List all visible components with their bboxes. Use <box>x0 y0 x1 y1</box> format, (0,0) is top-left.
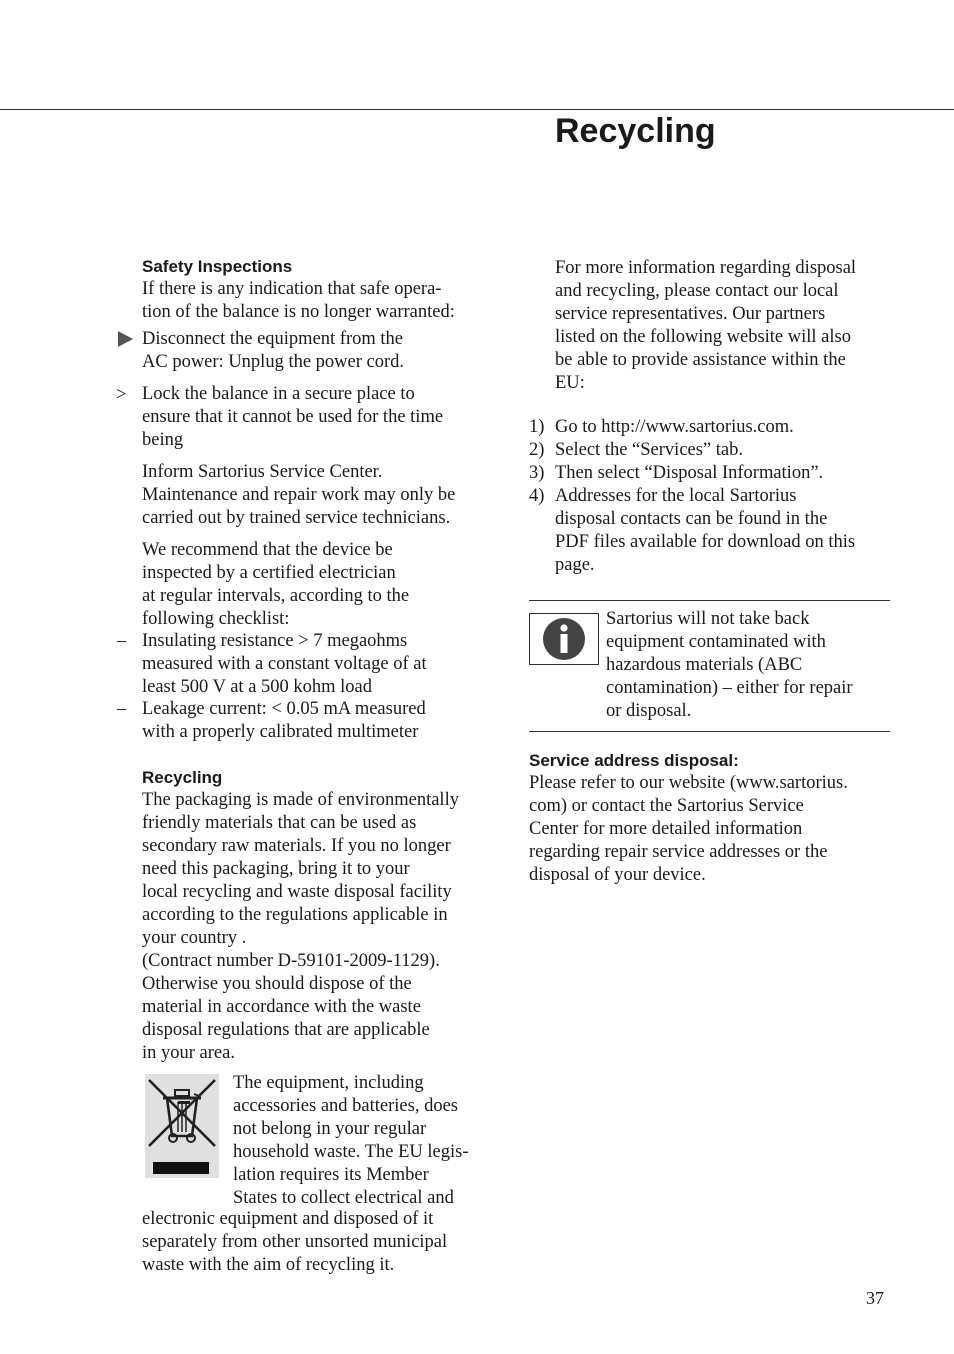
step-number: 3) <box>529 463 545 483</box>
step-text: Then select “Disposal Information”. <box>555 463 824 483</box>
step-number: 1) <box>529 417 545 437</box>
note-top-rule <box>529 600 890 601</box>
step-text: Select the “Services” tab. <box>555 440 743 460</box>
step-text: Addresses for the local Sartorius disposal contacts can be found in the PDF files available for download on this page. <box>555 486 856 575</box>
note-text: Sartorius will not take back equipment contaminated with hazardous materials (ABC contamination) – either for repair or disposal. <box>606 609 853 721</box>
result-marker: > <box>116 385 127 405</box>
page-number: 37 <box>866 1288 884 1308</box>
crossed-out-wheeled-bin-icon <box>145 1074 219 1178</box>
step-number: 2) <box>529 440 545 460</box>
safety-intro: If there is any indication that safe opera- tion of the balance is no longer warranted: <box>142 279 455 322</box>
safety-heading: Safety Inspections <box>142 257 293 276</box>
checklist-item: Leakage current: < 0.05 mA measured with a properly calibrated multimeter <box>142 699 426 742</box>
safety-result-text: Lock the balance in a secure place to ensure that it cannot be used for the time being <box>142 384 444 450</box>
checklist-item: Insulating resistance > 7 megaohms measured with a constant voltage of at least 500 V at a 500 kohm load <box>142 631 427 697</box>
step-number: 4) <box>529 486 545 506</box>
note-bottom-rule <box>529 731 890 732</box>
header-rule <box>0 109 954 110</box>
weee-side-text: The equipment, including accessories and batteries, does not belong in your regular household waste. The EU legis- lation requires its Member States to collect electrical and <box>233 1073 469 1208</box>
checklist-dash: – <box>117 699 127 719</box>
action-arrow-icon <box>118 331 133 347</box>
step-text: Go to http://www.sartorius.com. <box>555 417 794 437</box>
safety-action-text: Disconnect the equipment from the AC power: Unplug the power cord. <box>142 329 405 372</box>
disposal-intro: For more information regarding disposal and recycling, please contact our local service representatives. Our partners listed on the following website will also be able to provide assistance within the EU: <box>555 258 857 393</box>
safety-inform-text: Inform Sartorius Service Center. Maintenance and repair work may only be carried out by trained service technicians. <box>142 462 456 528</box>
service-body: Please refer to our website (www.sartorius. com) or contact the Sartorius Service Center for more detailed information regarding repair service addresses or the disposal of your device. <box>529 773 848 885</box>
safety-recommend-text: We recommend that the device be inspected by a certified electrician at regular intervals, according to the following checklist: <box>142 540 410 629</box>
recycling-heading: Recycling <box>142 768 223 787</box>
recycling-body: The packaging is made of environmentally friendly materials that can be used as secondary raw materials. If you no longer need this packaging, bring it to your local recycling and waste disposal facility according to the regulations applicable in your country . (Contract number D-59101-2009-1129). Otherwise you should dispose of the material in accordance with the waste disposal regulations that are applicable in your area. <box>142 790 459 1063</box>
info-icon <box>529 613 599 665</box>
weee-below-text: electronic equipment and disposed of it separately from other unsorted municipal waste with the aim of recycling it. <box>142 1209 448 1275</box>
service-heading: Service address disposal: <box>529 751 739 770</box>
page-title: Recycling <box>555 112 716 150</box>
checklist-dash: – <box>117 631 127 651</box>
